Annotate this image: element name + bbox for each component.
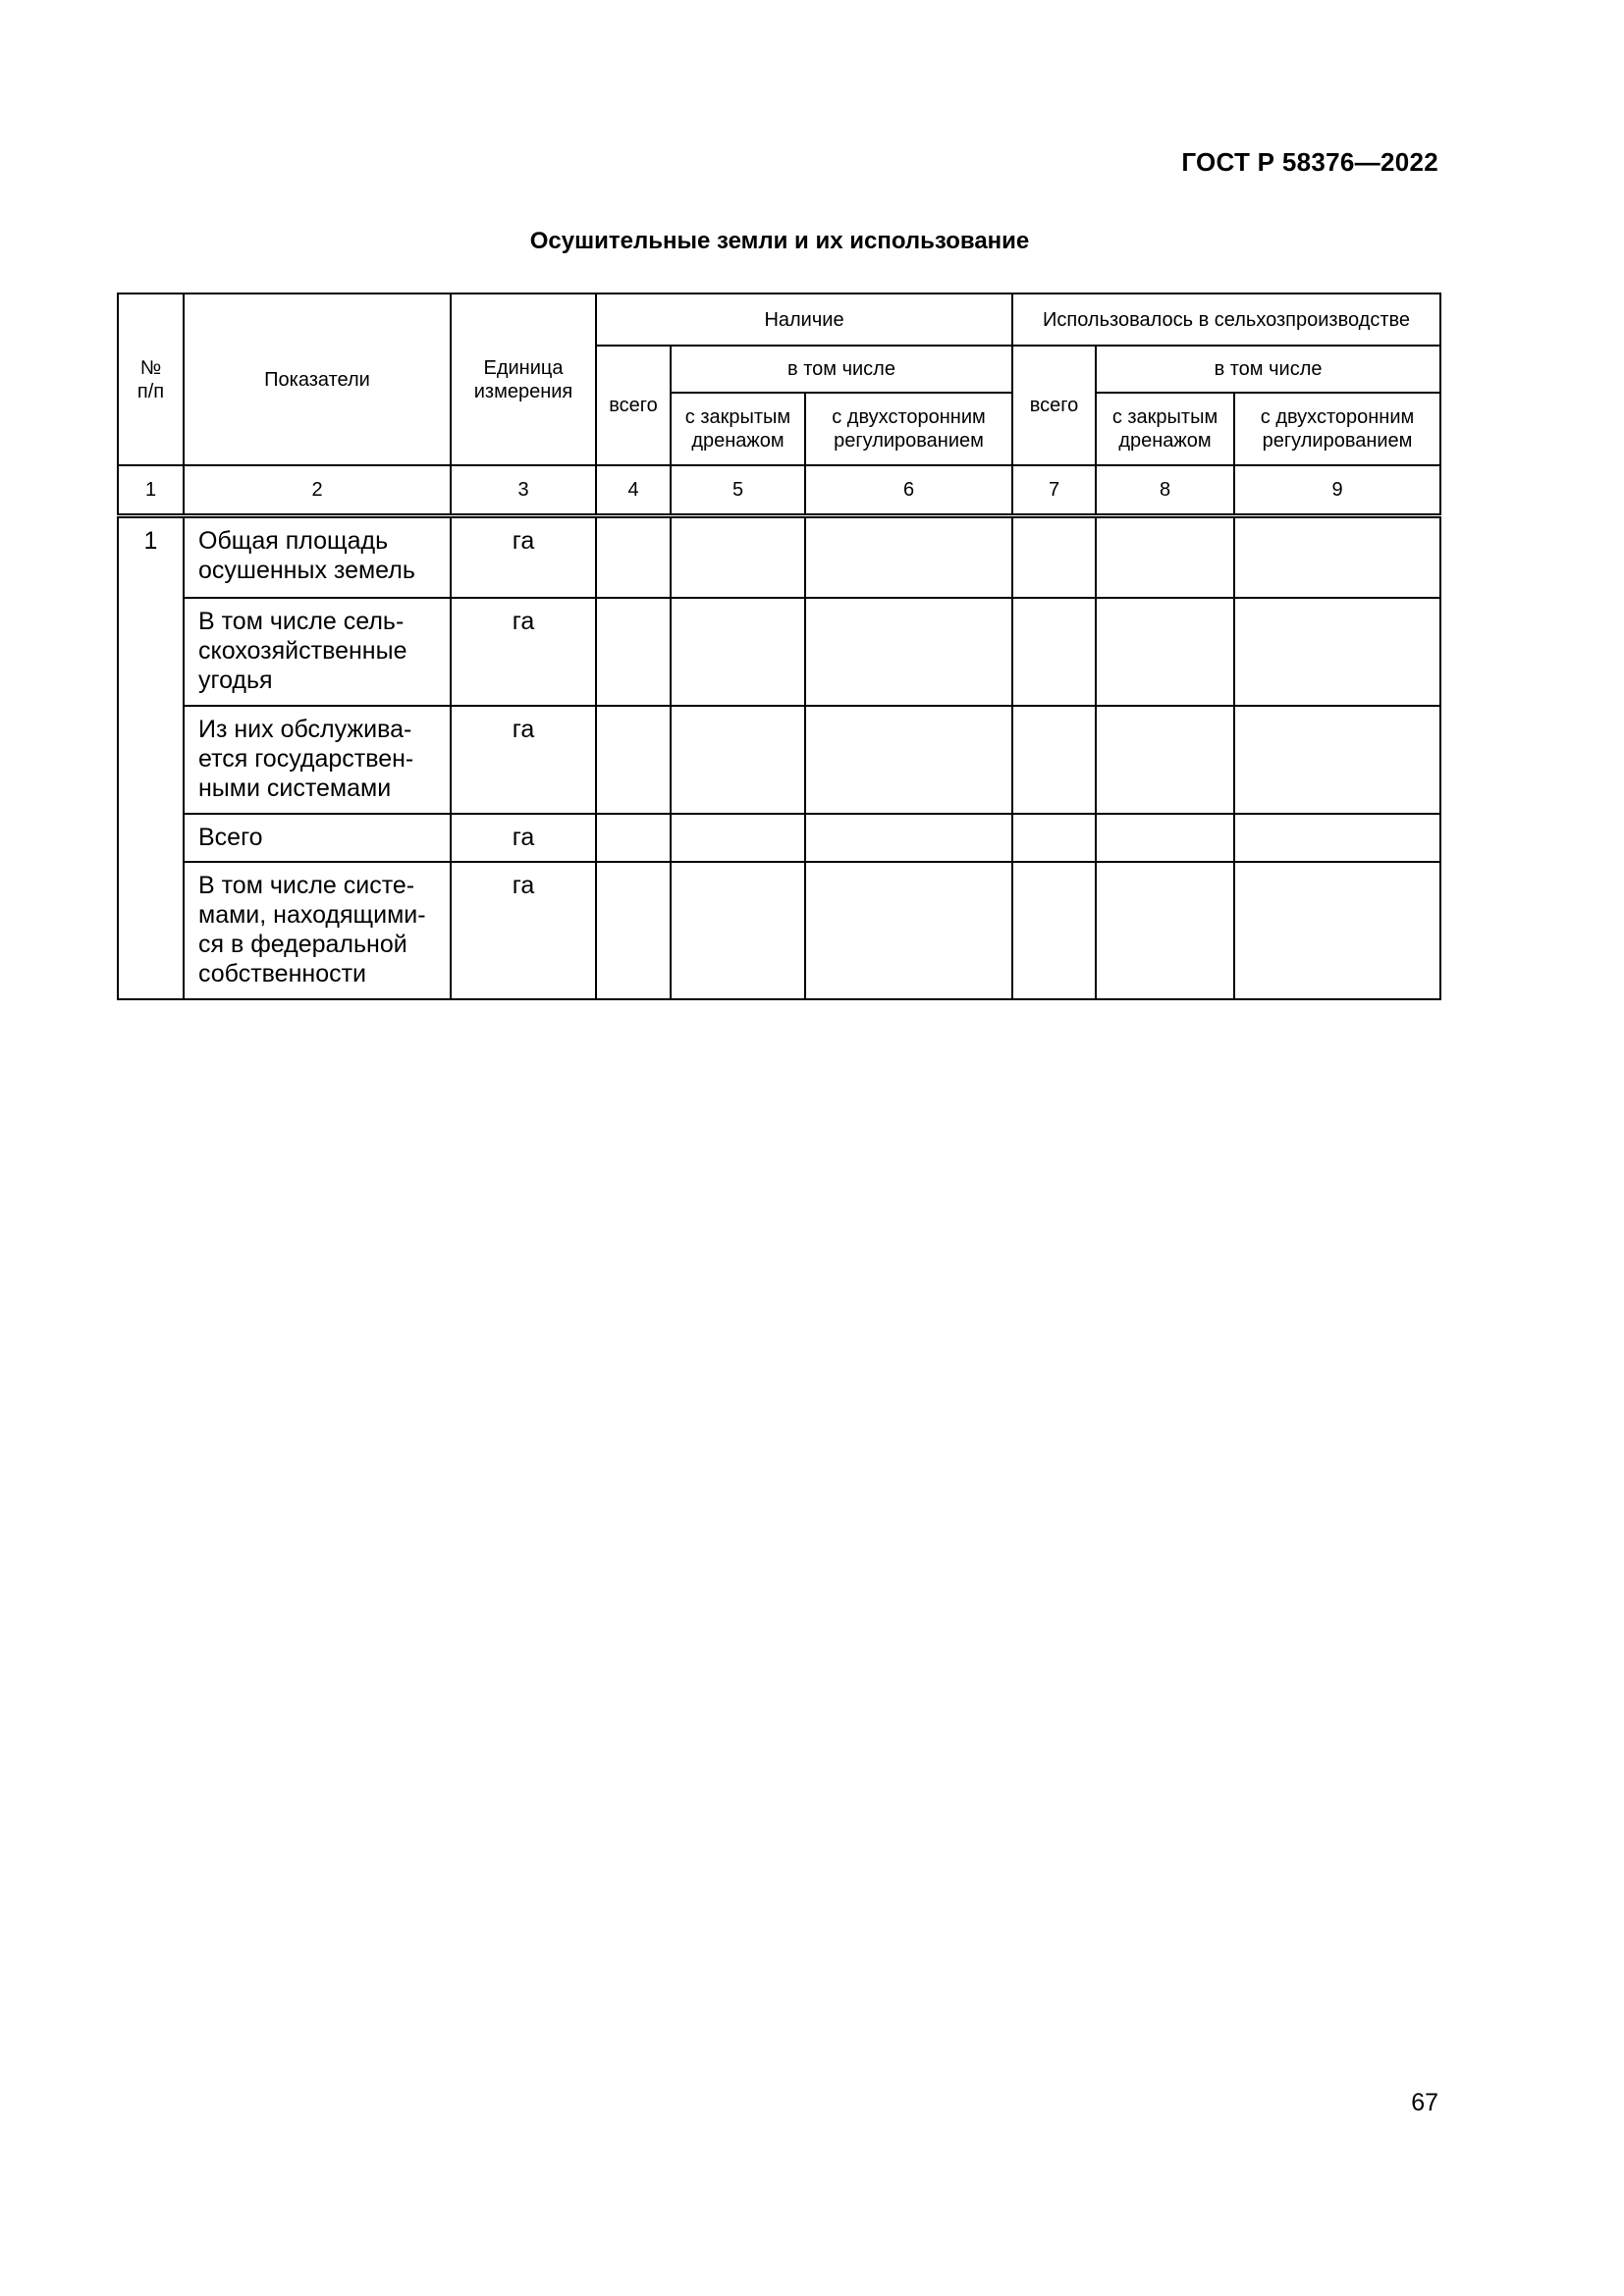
empty-cell bbox=[671, 706, 805, 814]
empty-cell bbox=[671, 814, 805, 862]
empty-cell bbox=[805, 862, 1012, 999]
row-unit: га bbox=[451, 814, 596, 862]
column-number: 3 bbox=[451, 465, 596, 516]
row-indicator: В том числе систе- мами, находящими- ся в федеральной собственности bbox=[184, 862, 451, 999]
column-number: 4 bbox=[596, 465, 671, 516]
header-unit: Единица измерения bbox=[451, 294, 596, 465]
empty-cell bbox=[596, 862, 671, 999]
header-closed-1: с закрытым дренажом bbox=[671, 393, 805, 465]
table-row bbox=[118, 516, 1440, 599]
row-indicator: Общая площадь осушенных земель bbox=[184, 516, 451, 599]
empty-cell bbox=[596, 814, 671, 862]
row-unit: га bbox=[451, 598, 596, 706]
empty-cell bbox=[1234, 516, 1440, 599]
header-num bbox=[118, 294, 184, 465]
header-indicator: Показатели bbox=[184, 294, 451, 465]
empty-cell bbox=[1234, 706, 1440, 814]
row-unit: га bbox=[451, 706, 596, 814]
empty-cell bbox=[1012, 862, 1096, 999]
table-row bbox=[118, 862, 1440, 999]
row-indicator: Всего bbox=[184, 814, 451, 862]
header-total-2: всего bbox=[1012, 346, 1096, 465]
table-row bbox=[118, 598, 1440, 706]
row-number: 1 bbox=[118, 516, 184, 1000]
header-incl-1: в том числе bbox=[671, 346, 1012, 393]
empty-cell bbox=[805, 706, 1012, 814]
empty-cell bbox=[1096, 814, 1234, 862]
table-title: Осушительные земли и их использование bbox=[529, 228, 1030, 254]
column-numbers-row bbox=[118, 465, 1440, 516]
empty-cell bbox=[1096, 706, 1234, 814]
table-row bbox=[118, 814, 1440, 862]
empty-cell bbox=[1234, 598, 1440, 706]
land-table bbox=[117, 293, 1441, 1000]
empty-cell bbox=[1234, 862, 1440, 999]
empty-cell bbox=[596, 516, 671, 599]
header-group-availability: Наличие bbox=[596, 294, 1012, 346]
column-number: 8 bbox=[1096, 465, 1234, 516]
row-unit: га bbox=[451, 516, 596, 599]
header-group-used: Использовалось в сельхозпроизводстве bbox=[1012, 294, 1440, 346]
empty-cell bbox=[1234, 814, 1440, 862]
header-num-sign: № п/п bbox=[136, 356, 165, 402]
page-number: 67 bbox=[1411, 2089, 1438, 2116]
row-unit: га bbox=[451, 862, 596, 999]
header-closed-2: с закрытым дренажом bbox=[1096, 393, 1234, 465]
header-bilateral-2: с двухсторонним регулированием bbox=[1234, 393, 1440, 465]
empty-cell bbox=[1096, 516, 1234, 599]
header-bilateral-1: с двухсторонним регулированием bbox=[805, 393, 1012, 465]
empty-cell bbox=[671, 862, 805, 999]
row-indicator: Из них обслужива- ется государствен- ными системами bbox=[184, 706, 451, 814]
empty-cell bbox=[596, 706, 671, 814]
column-number: 1 bbox=[118, 465, 184, 516]
empty-cell bbox=[1096, 862, 1234, 999]
table-row bbox=[118, 706, 1440, 814]
empty-cell bbox=[1012, 706, 1096, 814]
column-number: 2 bbox=[184, 465, 451, 516]
empty-cell bbox=[596, 598, 671, 706]
empty-cell bbox=[805, 814, 1012, 862]
empty-cell bbox=[805, 598, 1012, 706]
empty-cell bbox=[1012, 516, 1096, 599]
header-incl-2: в том числе bbox=[1096, 346, 1440, 393]
column-number: 7 bbox=[1012, 465, 1096, 516]
empty-cell bbox=[805, 516, 1012, 599]
column-number: 6 bbox=[805, 465, 1012, 516]
empty-cell bbox=[1012, 598, 1096, 706]
row-indicator: В том числе сель- скохозяйственные угодья bbox=[184, 598, 451, 706]
empty-cell bbox=[1012, 814, 1096, 862]
header-total-1: всего bbox=[596, 346, 671, 465]
empty-cell bbox=[1096, 598, 1234, 706]
empty-cell bbox=[671, 516, 805, 599]
column-number: 5 bbox=[671, 465, 805, 516]
empty-cell bbox=[671, 598, 805, 706]
header-row-1 bbox=[118, 294, 1440, 346]
document-id: ГОСТ Р 58376—2022 bbox=[1181, 147, 1438, 177]
column-number: 9 bbox=[1234, 465, 1440, 516]
